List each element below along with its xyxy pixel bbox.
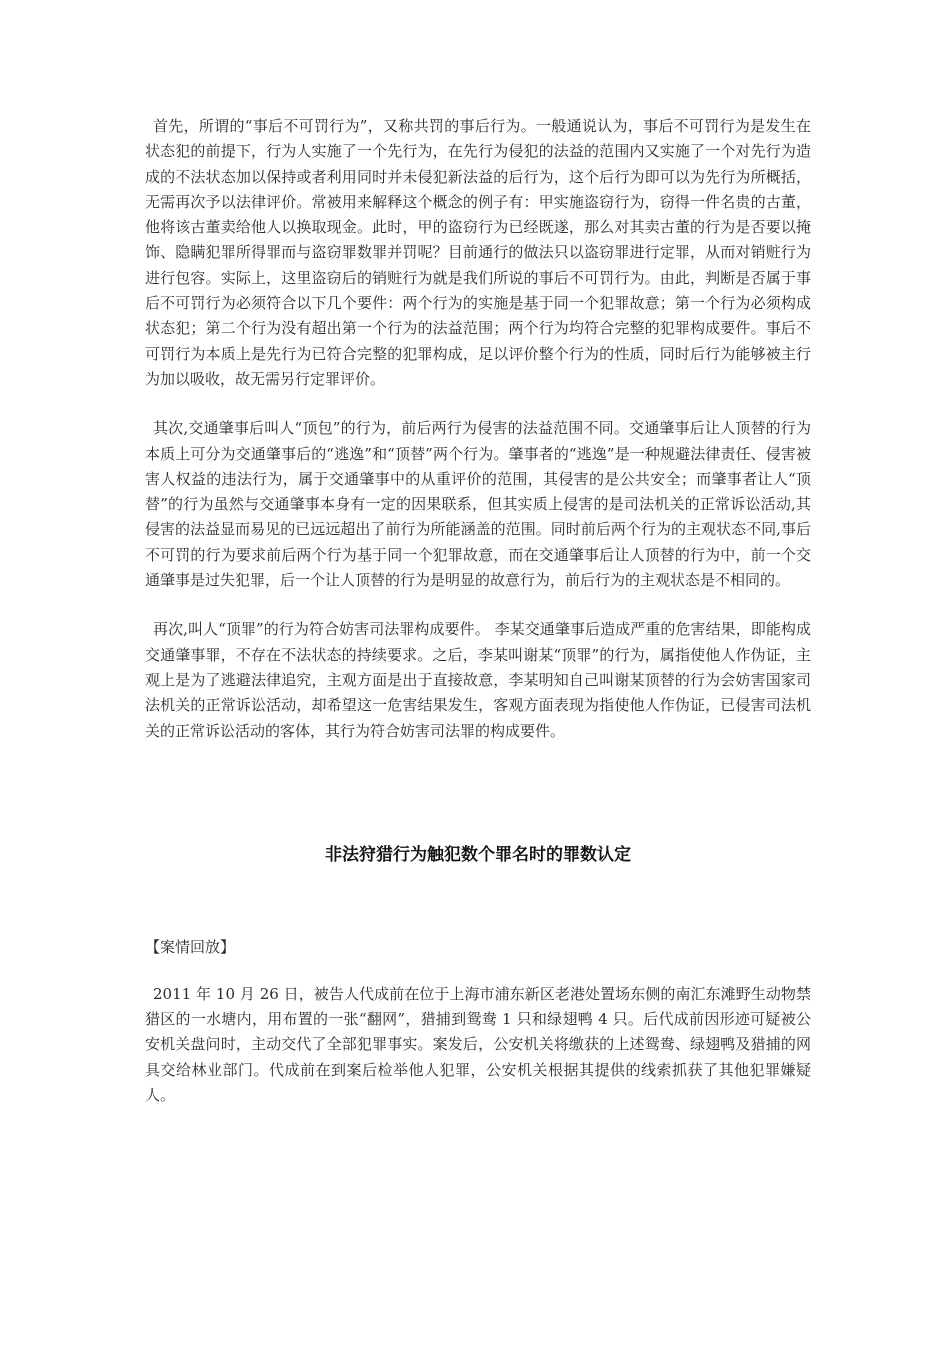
document-page [145, 114, 811, 1108]
paragraph-third: 再次,叫人“顶罪”的行为符合妨害司法罪构成要件。 李某交通肇事后造成严重的危害结果，即能构成交通肇事罪，不存在不法状态的持续要求。之后，李某叫谢某“顶罪”的行为，属指使他人作伪证，主观上是为了逃避法律追究，主观方面是出于直接故意，李某明知自己叫谢某顶替的行为会妨害国家司法机关的正常诉讼活动，却希望这一危害结果发生，客观方面表现为指使他人作伪证，已侵害司法机关的正常诉讼活动的客体，其行为符合妨害司法罪的构成要件。 [145, 620, 811, 740]
case-paragraph: 2011 年 10 月 26 日，被告人代成前在位于上海市浦东新区老港处置场东侧的南汇东滩野生动物禁猎区的一水塘内，用布置的一张“翻网”，猎捕到鸳鸯 1 只和绿翅鸭 4 只。后代成前因形迹可疑被公安机关盘问时，主动交代了全部犯罪事实。案发后，公安机关将缴获的上述鸳鸯、绿翅鸭及猎捕的网具交给林业部门。代成前在到案后检举他人犯罪，公安机关根据其提供的线索抓获了其他犯罪嫌疑人。 [145, 984, 811, 1105]
section-heading: 非法狩猎行为触犯数个罪名时的罪数认定 [325, 844, 631, 865]
case-review-label: 【案情回放】 [145, 937, 236, 956]
paragraph-first: 首先，所谓的“事后不可罚行为”，又称共罚的事后行为。一般通说认为，事后不可罚行为是发生在状态犯的前提下，行为人实施了一个先行为，在先行为侵犯的法益的范围内又实施了一个对先行为造成的不法状态加以保持或者利用同时并未侵犯新法益的后行为，这个后行为即可以为先行为所概括，无需再次予以法律评价。常被用来解释这个概念的例子有：甲实施盗窃行为，窃得一件名贵的古董，他将该古董卖给他人以换取现金。此时，甲的盗窃行为已经既遂，那么对其卖古董的行为是否要以掩饰、隐瞒犯罪所得罪而与盗窃罪数罪并罚呢？目前通行的做法只以盗窃罪进行定罪，从而对销赃行为进行包容。实际上，这里盗窃后的销赃行为就是我们所说的事后不可罚行为。由此，判断是否属于事后不可罚行为必须符合以下几个要件：两个行为的实施是基于同一个犯罪故意；第一个行为必须构成状态犯；第二个行为没有超出第一个行为的法益范围；两个行为均符合完整的犯罪构成要件。事后不可罚行为本质上是先行为已符合完整的犯罪构成，足以评价整个行为的性质，同时后行为能够被主行为加以吸收，故无需另行定罪评价。 [145, 117, 811, 388]
paragraph-second: 其次,交通肇事后叫人“顶包”的行为，前后两行为侵害的法益范围不同。交通肇事后让人顶替的行为本质上可分为交通肇事后的“逃逸”和“顶替”两个行为。肇事者的“逃逸”是一种规避法律责任、侵害被害人权益的违法行为，属于交通肇事中的从重评价的范围，其侵害的是公共安全；而肇事者让人“顶替”的行为虽然与交通肇事本身有一定的因果联系，但其实质上侵害的是司法机关的正常诉讼活动,其侵害的法益显而易见的已远远超出了前行为所能涵盖的范围。同时前后两个行为的主观状态不同,事后不可罚的行为要求前后两个行为基于同一个犯罪故意，而在交通肇事后让人顶替的行为中，前一个交通肇事是过失犯罪，后一个让人顶替的行为是明显的故意行为，前后行为的主观状态是不相同的。 [145, 419, 811, 590]
